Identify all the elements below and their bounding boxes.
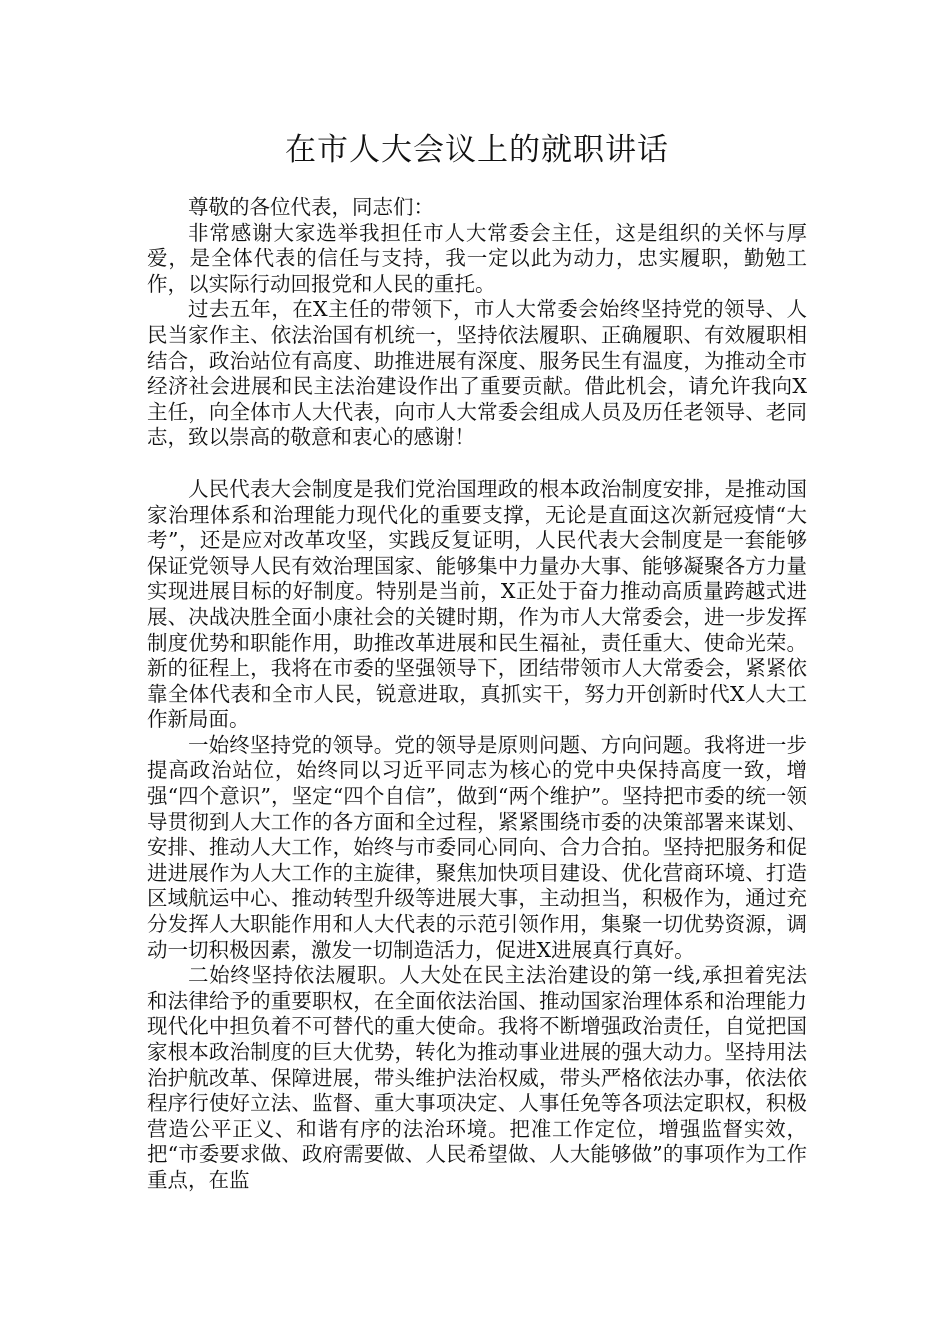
- thanks-paragraph: 非常感谢大家选举我担任市人大常委会主任，这是组织的关怀与厚爱，是全体代表的信任与支持，我一定以此为动力，忠实履职，勤勉工作，以实际行动回报党和人民的重托。: [147, 220, 807, 296]
- review-paragraph: 过去五年，在X主任的带领下，市人大常委会始终坚持党的领导、人民当家作主、依法治国有机统一，坚持依法履职、正确履职、有效履职相结合，政治站位有高度、助推进展有深度、服务民生有温度，为推动全市经济社会进展和民主法治建设作出了重要贡献。借此机会，请允许我向X主任，向全体市人大代表，向市人大常委会组成人员及历任老领导、老同志，致以崇高的敬意和衷心的感谢！: [147, 297, 807, 450]
- salutation-paragraph: 尊敬的各位代表，同志们：: [188, 195, 434, 219]
- document-title: 在市人大会议上的就职讲话: [285, 132, 669, 168]
- point-two-paragraph: 二始终坚持依法履职。人大处在民主法治建设的第一线,承担着宪法和法律给予的重要职权，在全面依法治国、推动国家治理体系和治理能力现代化中担负着不可替代的重大使命。我将不断增强政治责任，自觉把国家根本政治制度的巨大优势，转化为推动事业进展的强大动力。坚持用法治护航改革、保障进展，带头维护法治权威，带头严格依法办事，依法依程序行使好立法、监督、重大事项决定、人事任免等各项法定职权，积极营造公平正义、和谐有序的法治环境。把准工作定位，增强监督实效，把“市委要求做、政府需要做、人民希望做、人大能够做”的事项作为工作重点，在监: [147, 963, 807, 1192]
- paragraph-spacer: [147, 451, 807, 477]
- system-paragraph: 人民代表大会制度是我们党治国理政的根本政治制度安排，是推动国家治理体系和治理能力现代化的重要支撑，无论是直面这次新冠疫情“大考”，还是应对改革攻坚，实践反复证明，人民代表大会制度是一套能够保证党领导人民有效治理国家、能够集中力量办大事、能够凝聚各方力量实现进展目标的好制度。特别是当前，X正处于奋力推动高质量跨越式进展、决战决胜全面小康社会的关键时期，作为市人大常委会，进一步发挥制度优势和职能作用，助推改革进展和民生福祉，责任重大、使命光荣。新的征程上，我将在市委的坚强领导下，团结带领市人大常委会，紧紧依靠全体代表和全市人民，锐意进取，真抓实干，努力开创新时代X人大工作新局面。: [147, 476, 807, 732]
- document-body: [147, 195, 807, 1194]
- point-one-paragraph: 一始终坚持党的领导。党的领导是原则问题、方向问题。我将进一步提高政治站位，始终同以习近平同志为核心的党中央保持高度一致，增强“四个意识”，坚定“四个自信”，做到“两个维护”。坚持把市委的统一领导贯彻到人大工作的各方面和全过程，紧紧围绕市委的决策部署来谋划、安排、推动人大工作，始终与市委同心同向、合力合拍。坚持把服务和促进进展作为人大工作的主旋律，聚焦加快项目建设、优化营商环境、打造区域航运中心、推动转型升级等进展大事，主动担当，积极作为，通过充分发挥人大职能作用和人大代表的示范引领作用，集聚一切优势资源，调动一切积极因素，激发一切制造活力，促进X进展真行真好。: [147, 732, 807, 962]
- document-page: [147, 0, 807, 1194]
